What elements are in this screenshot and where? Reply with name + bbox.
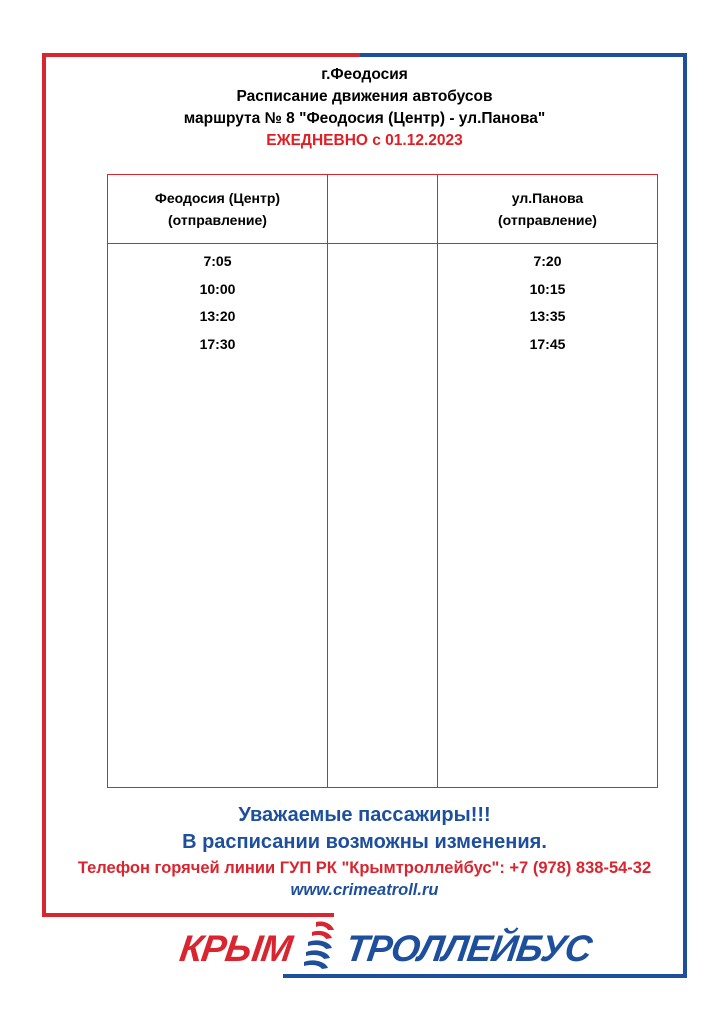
table-body-row	[108, 244, 658, 788]
departure-time: 13:20	[199, 308, 236, 324]
header-panova: ул.Панова (отправление)	[438, 175, 658, 244]
table-header-row	[108, 175, 658, 244]
header-feodosia-center: Феодосия (Центр) (отправление)	[108, 175, 328, 244]
departure-time: 7:05	[203, 253, 232, 269]
city-name: г.Феодосия	[321, 66, 408, 83]
departure-time: 7:20	[533, 253, 562, 269]
frame-left-red	[42, 53, 46, 917]
times-empty	[328, 244, 438, 788]
hotline-phone: Телефон горячей линии ГУП РК "Крымтроллейбус": +7 (978) 838-54-32	[77, 859, 652, 877]
schedule-table	[107, 174, 658, 788]
times-panova	[438, 244, 658, 788]
schedule-header	[46, 64, 683, 152]
logo-text-trolleybus: ТРОЛЛЕЙБУС	[343, 928, 594, 969]
validity-date: ЕЖЕДНЕВНО с 01.12.2023	[266, 132, 463, 149]
website-link[interactable]: www.crimeatroll.ru	[290, 881, 439, 899]
departure-time: 10:00	[199, 280, 236, 297]
departure-time: 17:30	[199, 335, 236, 352]
krymtrolleybus-logo	[177, 918, 594, 976]
departure-time: 17:45	[529, 335, 566, 352]
passengers-notice: Уважаемые пассажиры!!!	[238, 804, 491, 826]
frame-bottom-red	[42, 913, 334, 917]
changes-notice: В расписании возможны изменения.	[182, 831, 547, 853]
departure-time: 10:15	[529, 280, 566, 297]
logo-text-krym: КРЫМ	[177, 928, 295, 969]
frame-top-red	[42, 53, 360, 57]
schedule-title: Расписание движения автобусов	[236, 88, 493, 105]
trolleybus-emblem-icon	[298, 918, 348, 974]
header-empty	[328, 175, 438, 244]
route-name: маршрута № 8 "Феодосия (Центр) - ул.Панова"	[183, 110, 546, 127]
frame-right-blue	[683, 53, 687, 978]
frame-top-blue	[360, 53, 687, 57]
departure-time: 13:35	[529, 308, 566, 324]
times-feodosia-center	[108, 244, 328, 788]
